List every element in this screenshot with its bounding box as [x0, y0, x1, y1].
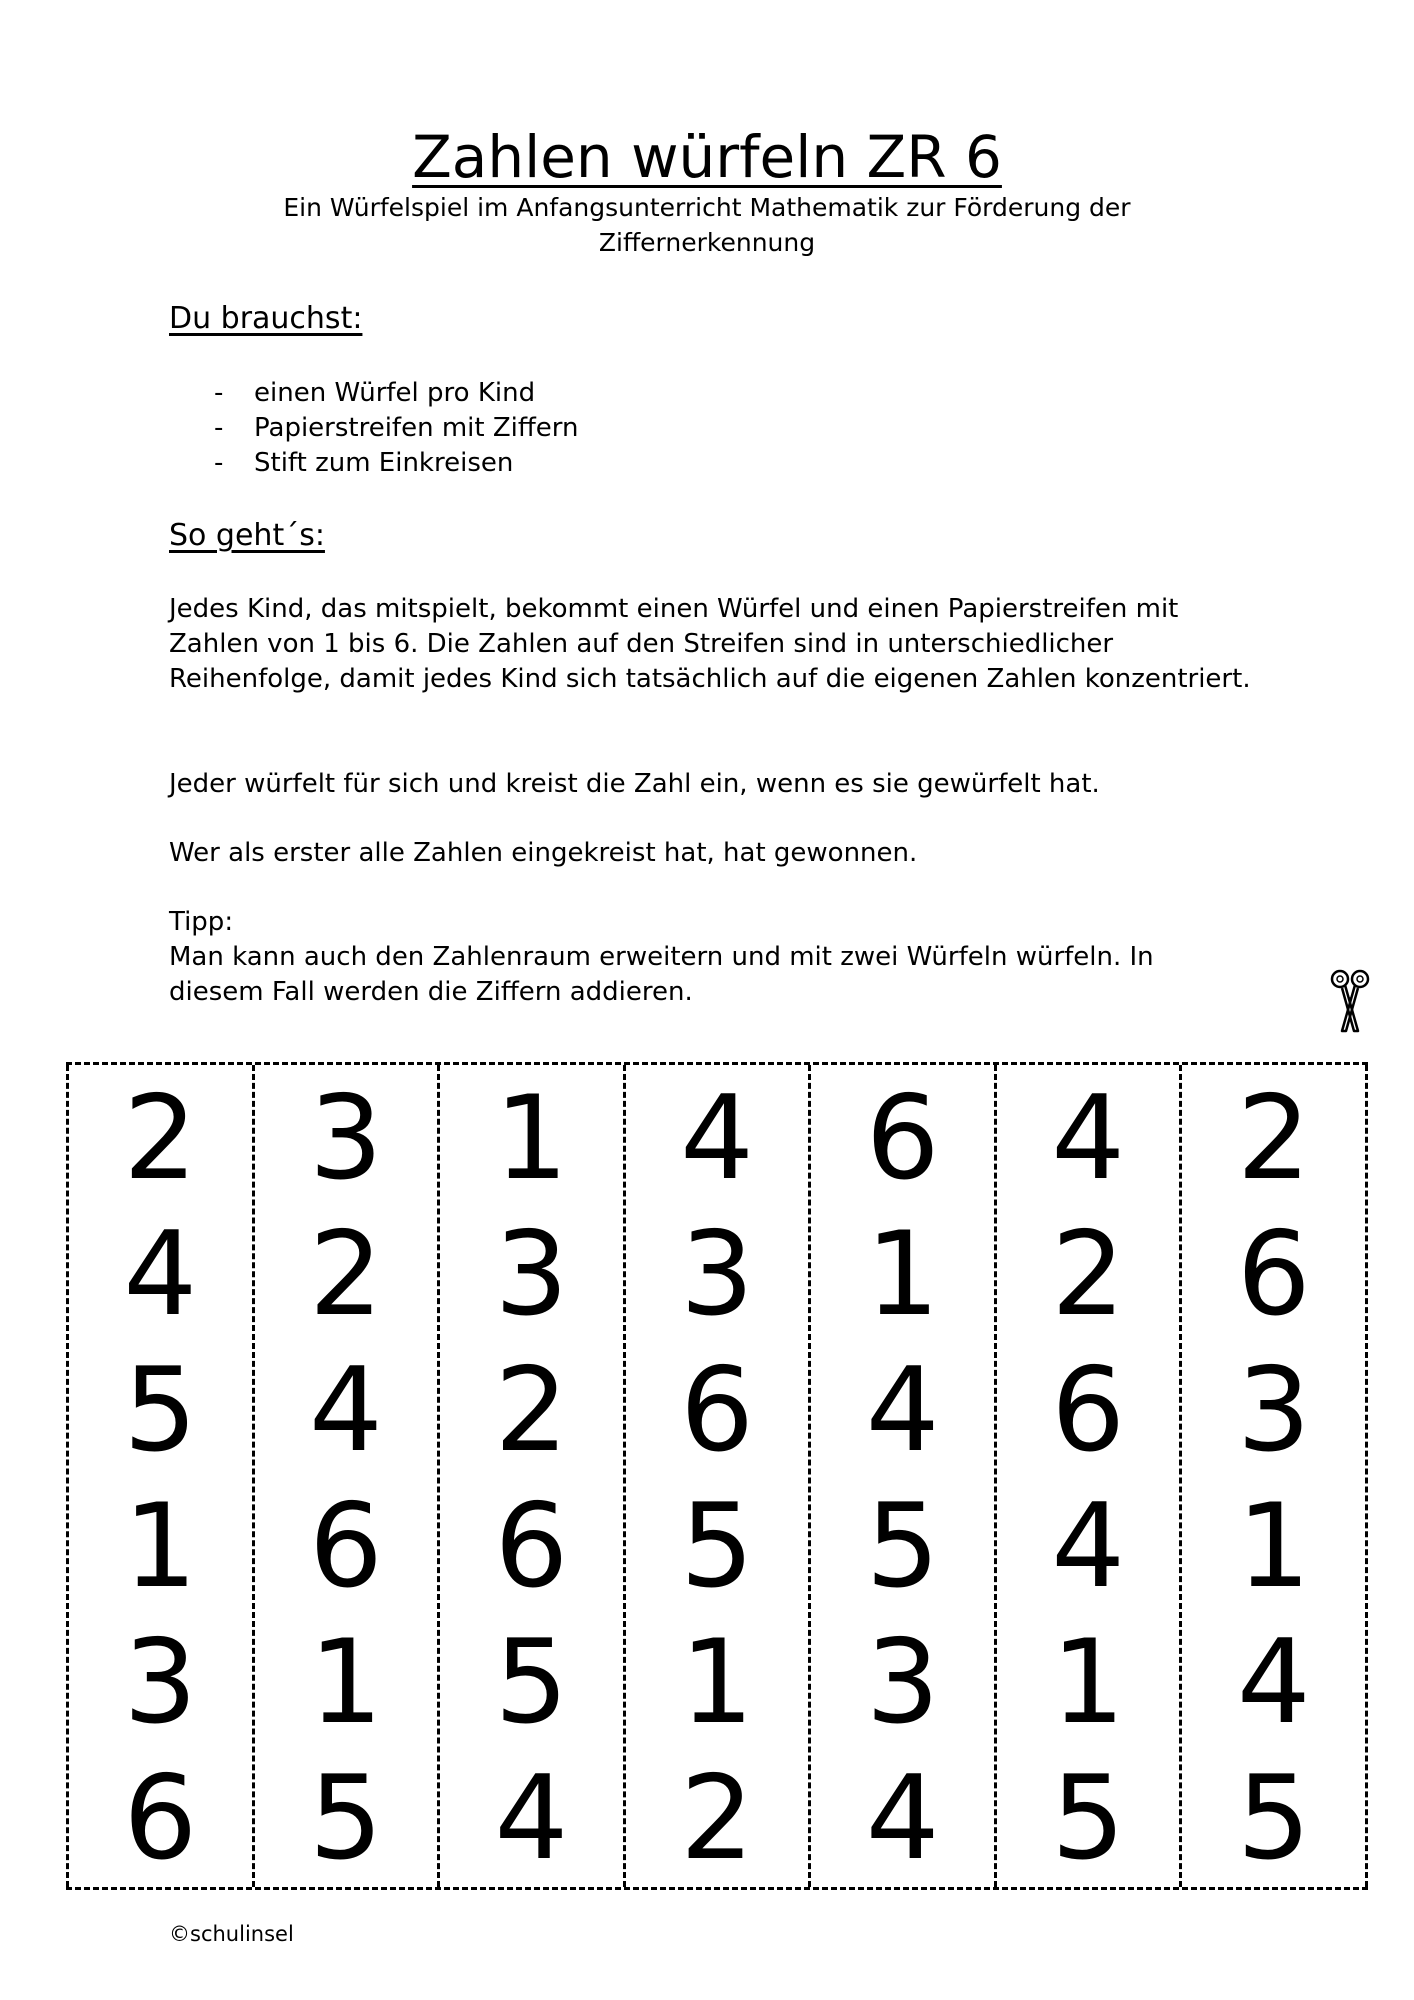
strip-digit: 1: [1051, 1615, 1126, 1750]
number-strip: [437, 1065, 623, 1887]
number-strip: [623, 1065, 809, 1887]
list-item: [169, 411, 579, 446]
strip-digit: 6: [494, 1479, 569, 1614]
strip-digit: 4: [123, 1207, 198, 1342]
strip-digit: 2: [308, 1207, 383, 1342]
strip-digit: 3: [123, 1615, 198, 1750]
page-title-text: Zahlen würfeln ZR 6: [412, 123, 1002, 191]
instructions-heading: So geht´s:: [169, 518, 325, 553]
strip-digit: 3: [680, 1207, 754, 1342]
list-bullet: -: [214, 448, 224, 478]
strip-digit: 1: [494, 1071, 569, 1206]
strip-digit: 3: [865, 1615, 940, 1750]
strip-digit: 1: [865, 1207, 940, 1342]
instruction-paragraph-1: Jedes Kind, das mitspielt, bekommt einen Würfel und einen Papierstreifen mit Zahlen von 1 bis 6. Die Zahlen auf den Streifen sind in unterschiedlicher Reihenfolge, damit jedes Kind sich tatsächlich auf die eigenen Zahlen konzentriert.: [169, 594, 1251, 694]
strip-digit: 4: [494, 1751, 569, 1886]
strip-digit: 6: [680, 1343, 754, 1478]
scissors-icon: [1328, 967, 1372, 1035]
instruction-paragraph-2: Jeder würfelt für sich und kreist die Zahl ein, wenn es sie gewürfelt hat.: [169, 769, 1100, 799]
list-bullet: -: [214, 413, 224, 443]
tip-text: Man kann auch den Zahlenraum erweitern und mit zwei Würfeln würfeln. In diesem Fall werden die Ziffern addieren.: [169, 942, 1154, 1007]
strip-digit: 4: [865, 1343, 940, 1478]
strip-digit: 5: [1236, 1751, 1311, 1886]
strip-digit: 5: [308, 1751, 383, 1886]
number-strip: [66, 1065, 252, 1887]
list-item-text: Stift zum Einkreisen: [254, 448, 514, 478]
number-strip: [252, 1065, 438, 1887]
strip-digit: 5: [123, 1343, 198, 1478]
strip-digit: 6: [308, 1479, 383, 1614]
strip-digit: 1: [308, 1615, 383, 1750]
strip-digit: 6: [123, 1751, 198, 1886]
strip-digit: 3: [494, 1207, 569, 1342]
materials-heading: Du brauchst:: [169, 301, 363, 336]
strip-digit: 3: [1236, 1343, 1311, 1478]
strip-digit: 4: [308, 1343, 383, 1478]
number-strips: [66, 1062, 1368, 1890]
page-title: [0, 122, 1414, 192]
strip-digit: 4: [1236, 1615, 1311, 1750]
strip-digit: 5: [865, 1479, 940, 1614]
strip-digit: 4: [680, 1071, 754, 1206]
strip-digit: 3: [308, 1071, 383, 1206]
number-strip: [1179, 1065, 1368, 1887]
list-bullet: -: [214, 378, 224, 408]
strip-digit: 6: [1236, 1207, 1311, 1342]
strip-digit: 2: [1236, 1071, 1311, 1206]
strip-digit: 5: [680, 1479, 754, 1614]
strip-digit: 1: [123, 1479, 198, 1614]
list-item-text: einen Würfel pro Kind: [254, 378, 536, 408]
page-subtitle: Ein Würfelspiel im Anfangsunterricht Mathematik zur Förderung der Ziffernerkennung: [283, 193, 1131, 257]
footer-copyright: ©schulinsel: [169, 1922, 294, 1946]
tip-label: Tipp:: [169, 907, 234, 937]
strip-digit: 4: [1051, 1071, 1126, 1206]
strip-digit: 2: [494, 1343, 569, 1478]
number-strip: [808, 1065, 994, 1887]
strip-digit: 4: [1051, 1479, 1126, 1614]
strip-digit: 4: [865, 1751, 940, 1886]
strip-digit: 1: [680, 1615, 754, 1750]
list-item: [169, 376, 579, 411]
strip-digit: 5: [1051, 1751, 1126, 1886]
strip-digit: 5: [494, 1615, 569, 1750]
strip-digit: 2: [123, 1071, 198, 1206]
strip-digit: 1: [1236, 1479, 1311, 1614]
materials-list: [169, 376, 579, 481]
list-item: [169, 446, 579, 481]
strip-digit: 2: [680, 1751, 754, 1886]
strip-digit: 6: [865, 1071, 940, 1206]
strip-digit: 2: [1051, 1207, 1126, 1342]
list-item-text: Papierstreifen mit Ziffern: [254, 413, 579, 443]
number-strip: [994, 1065, 1180, 1887]
strip-digit: 6: [1051, 1343, 1126, 1478]
instruction-paragraph-3: Wer als erster alle Zahlen eingekreist hat, hat gewonnen.: [169, 838, 918, 868]
